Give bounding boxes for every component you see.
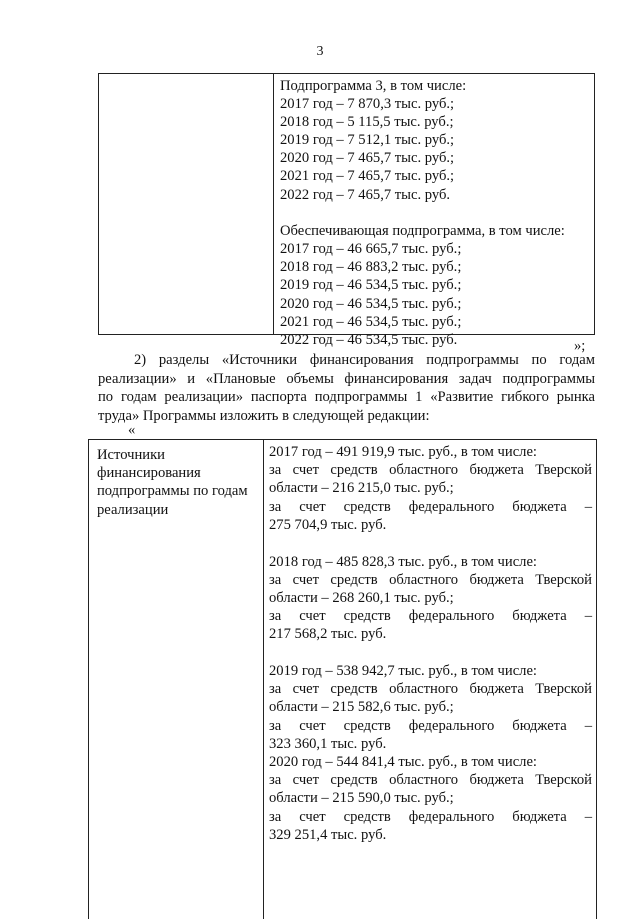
- federal-budget-line: за счет средств федерального бюджета –: [269, 498, 592, 515]
- subprogram3-year-line: 2020 год – 7 465,7 тыс. руб.;: [280, 150, 455, 167]
- column-divider: [263, 440, 264, 919]
- support-subprogram-heading: Обеспечивающая подпрограмма, в том числе:: [280, 223, 565, 240]
- year-total-2017: 2017 год – 491 919,9 тыс. руб., в том числе:: [269, 444, 537, 460]
- year-total-2019: 2019 год – 538 942,7 тыс. руб., в том числе:: [269, 663, 537, 680]
- subprogram3-year-line: 2019 год – 7 512,1 тыс. руб.;: [280, 132, 455, 149]
- funding-sources-table: [88, 439, 597, 919]
- federal-budget-line: за счет средств федерального бюджета –: [269, 808, 592, 825]
- row-header-line: реализации: [97, 501, 169, 518]
- paragraph-line: 2) разделы «Источники финансирования подпрограммы по годам: [134, 352, 595, 368]
- regional-budget-line: за счет средств областного бюджета Тверской: [269, 462, 592, 479]
- support-subprogram-year-line: 2022 год – 46 534,5 тыс. руб.: [280, 331, 458, 348]
- regional-budget-amount: области – 268 260,1 тыс. руб.;: [269, 589, 454, 606]
- paragraph-line: по годам реализации» паспорта подпрограммы 1 «Развитие гибкого рынка: [98, 389, 595, 405]
- federal-budget-line: за счет средств федерального бюджета –: [269, 608, 592, 625]
- amendment-paragraph: [98, 351, 595, 425]
- federal-budget-amount: 275 704,9 тыс. руб.: [269, 516, 387, 533]
- regional-budget-amount: области – 215 582,6 тыс. руб.;: [269, 699, 454, 716]
- subprogram-funding-cell: [280, 77, 590, 349]
- support-subprogram-year-line: 2021 год – 46 534,5 тыс. руб.;: [280, 313, 462, 330]
- federal-budget-line: за счет средств федерального бюджета –: [269, 717, 592, 734]
- row-header-line: Источники: [97, 447, 165, 463]
- regional-budget-line: за счет средств областного бюджета Тверской: [269, 681, 592, 698]
- column-divider: [273, 74, 274, 334]
- support-subprogram-year-line: 2020 год – 46 534,5 тыс. руб.;: [280, 295, 462, 312]
- row-header-line: финансирования: [97, 465, 201, 482]
- year-total-2018: 2018 год – 485 828,3 тыс. руб., в том числе:: [269, 553, 537, 570]
- year-total-2020: 2020 год – 544 841,4 тыс. руб., в том числе:: [269, 754, 537, 771]
- support-subprogram-year-line: 2018 год – 46 883,2 тыс. руб.;: [280, 259, 462, 276]
- row-header-cell: [97, 446, 262, 519]
- regional-budget-amount: области – 216 215,0 тыс. руб.;: [269, 480, 454, 497]
- subprogram3-year-line: 2021 год – 7 465,7 тыс. руб.;: [280, 168, 455, 185]
- subprogram3-year-line: 2018 год – 5 115,5 тыс. руб.;: [280, 114, 454, 131]
- closing-quote: »;: [574, 338, 586, 354]
- row-header-line: подпрограммы по годам: [97, 483, 248, 500]
- federal-budget-amount: 329 251,4 тыс. руб.: [269, 826, 387, 843]
- federal-budget-amount: 323 360,1 тыс. руб.: [269, 735, 387, 752]
- federal-budget-amount: 217 568,2 тыс. руб.: [269, 626, 387, 643]
- subprogram3-year-line: 2022 год – 7 465,7 тыс. руб.: [280, 186, 451, 203]
- regional-budget-line: за счет средств областного бюджета Тверской: [269, 571, 592, 588]
- subprogram3-year-line: 2017 год – 7 870,3 тыс. руб.;: [280, 96, 455, 113]
- regional-budget-line: за счет средств областного бюджета Тверской: [269, 772, 592, 789]
- page-number: 3: [316, 44, 324, 59]
- regional-budget-amount: области – 215 590,0 тыс. руб.;: [269, 790, 454, 807]
- funding-table-continued: [98, 73, 595, 348]
- subprogram3-heading: Подпрограмма 3, в том числе:: [280, 78, 467, 94]
- paragraph-line: реализации» и «Плановые объемы финансирования задач подпрограммы: [98, 370, 595, 387]
- funding-by-year-cell: [269, 443, 592, 844]
- paragraph-line: труда» Программы изложить в следующей редакции:: [98, 407, 430, 424]
- support-subprogram-year-line: 2019 год – 46 534,5 тыс. руб.;: [280, 277, 462, 294]
- opening-quote: «: [128, 422, 136, 438]
- support-subprogram-year-line: 2017 год – 46 665,7 тыс. руб.;: [280, 241, 462, 258]
